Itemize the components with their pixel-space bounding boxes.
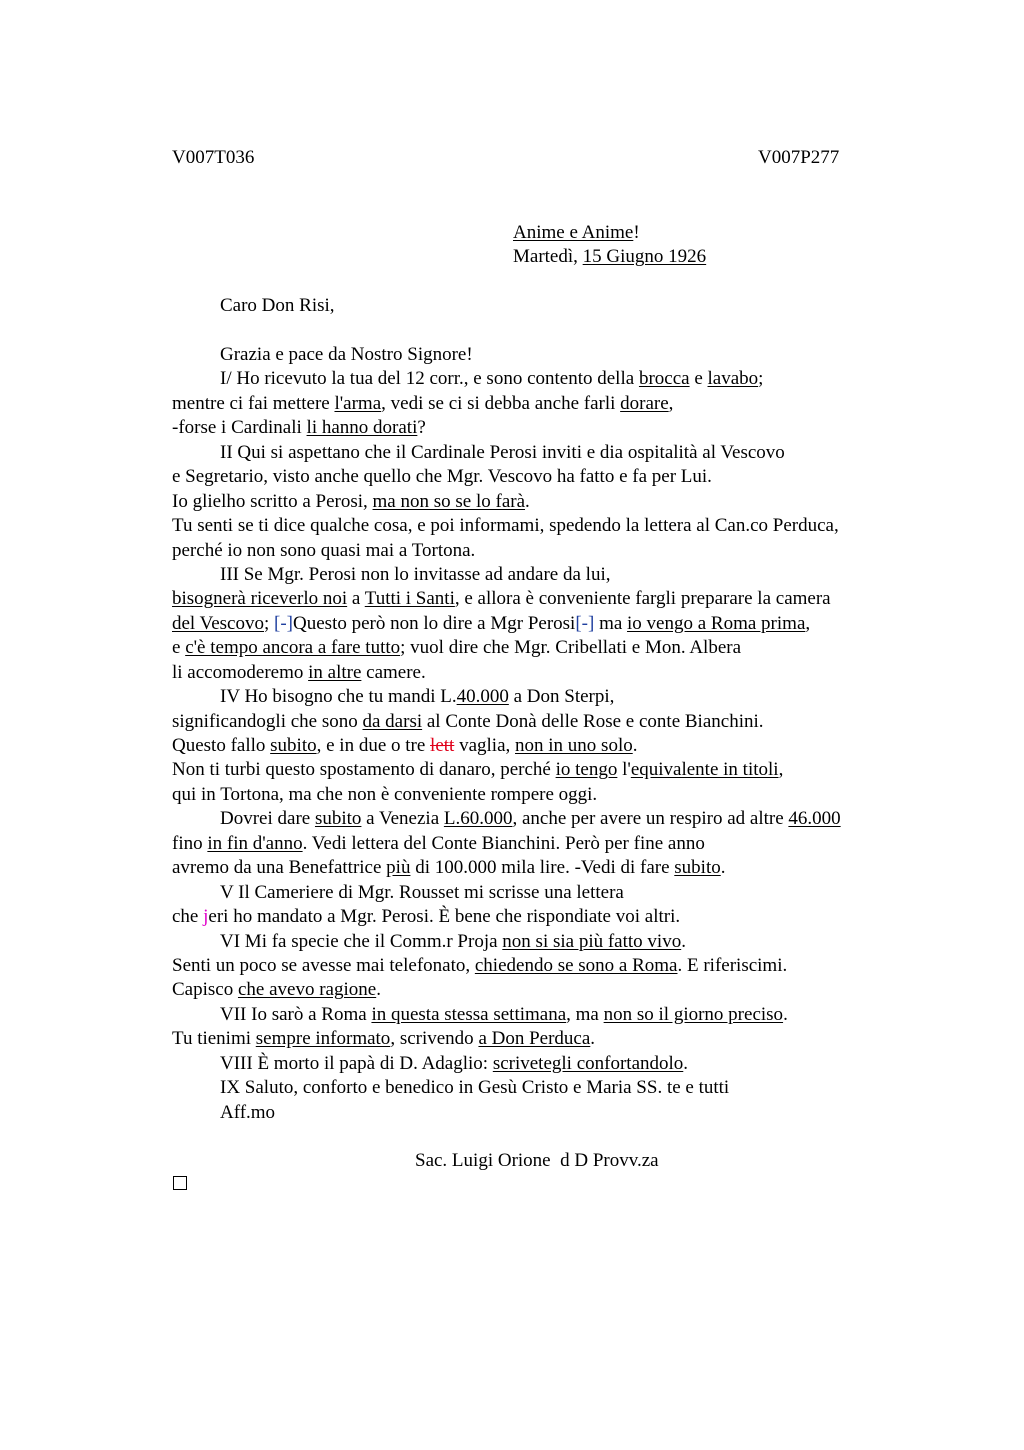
- highlighted-letter: j: [203, 906, 209, 928]
- body-line: Senti un poco se avesse mai telefonato, chiedendo se sono a Roma. E riferiscimi.: [172, 954, 788, 976]
- body-line: Questo fallo subito, e in due o tre lett vaglia, non in uno solo.: [172, 735, 638, 756]
- body-line: Grazia e pace da Nostro Signore!: [220, 344, 473, 365]
- body-line: Io glielho scritto a Perosi, ma non so se lo farà.: [172, 490, 530, 512]
- body-line: VIII È morto il papà di D. Adaglio: scrivetegli confortandolo.: [220, 1052, 689, 1074]
- heading-title-end: !: [633, 222, 640, 243]
- body-line: VI Mi fa specie che il Comm.r Proja non si sia più fatto vivo.: [220, 930, 686, 952]
- document-id-left: V007T036: [172, 147, 255, 168]
- body-line: V Il Cameriere di Mgr. Rousset mi scrisse una lettera: [220, 881, 624, 903]
- body-line: che jeri ho mandato a Mgr. Perosi. È bene che rispondiate voi altri.: [172, 906, 681, 928]
- body-line: VII Io sarò a Roma in questa stessa settimana, ma non so il giorno preciso.: [220, 1003, 788, 1025]
- body-line: III Se Mgr. Perosi non lo invitasse ad andare da lui,: [220, 563, 611, 585]
- letter-heading: [513, 221, 706, 270]
- body-line: -forse i Cardinali li hanno dorati?: [172, 417, 426, 439]
- body-line: significandogli che sono da darsi al Conte Donà delle Rose e conte Bianchini.: [172, 710, 764, 732]
- body-line: Capisco che avevo ragione.: [172, 979, 381, 1001]
- body-line: Dovrei dare subito a Venezia L.60.000, anche per avere un respiro ad altre 46.000: [220, 808, 841, 830]
- body-line: IV Ho bisogno che tu mandi L.40.000 a Don Sterpi,: [220, 686, 615, 708]
- body-line: II Qui si aspettano che il Cardinale Perosi inviti e dia ospitalità al Vescovo: [220, 441, 785, 463]
- heading-title: Anime e Anime: [513, 222, 634, 243]
- salutation: Caro Don Risi,: [220, 295, 335, 316]
- signature: Sac. Luigi Orione d D Provv.za: [415, 1150, 659, 1171]
- body-line: IX Saluto, conforto e benedico in Gesù Cristo e Maria SS. te e tutti: [220, 1077, 730, 1099]
- heading-date-line: [513, 245, 706, 269]
- struck-text: lett: [430, 735, 455, 756]
- body-line: fino in fin d'anno. Vedi lettera del Conte Bianchini. Però per fine anno: [172, 832, 705, 854]
- editorial-mark: [-]: [274, 612, 294, 634]
- document-id-right: V007P277: [758, 147, 840, 168]
- date-prefix: Martedì,: [513, 246, 583, 268]
- body-line: qui in Tortona, ma che non è conveniente rompere oggi.: [172, 783, 598, 805]
- letter-body: [172, 343, 932, 1125]
- editorial-mark: [-]: [575, 612, 595, 634]
- letter-date: 15 Giugno 1926: [582, 246, 707, 268]
- body-line: e c'è tempo ancora a fare tutto; vuol dire che Mgr. Cribellati e Mon. Albera: [172, 637, 742, 659]
- body-line: I/ Ho ricevuto la tua del 12 corr., e sono contento della brocca e lavabo;: [220, 368, 764, 390]
- body-line: avremo da una Benefattrice più di 100.000 mila lire. -Vedi di fare subito.: [172, 857, 726, 879]
- body-line: e Segretario, visto anche quello che Mgr. Vescovo ha fatto e fa per Lui.: [172, 466, 712, 488]
- body-line: Tu tienimi sempre informato, scrivendo a Don Perduca.: [172, 1028, 596, 1050]
- body-line: perché io non sono quasi mai a Tortona.: [172, 539, 476, 561]
- checkbox-square-icon: [173, 1176, 187, 1190]
- body-line: mentre ci fai mettere l'arma, vedi se ci si debba anche farli dorare,: [172, 392, 674, 414]
- body-line: del Vescovo; [-]Questo però non lo dire a Mgr Perosi[-] ma io vengo a Roma prima,: [172, 612, 811, 634]
- closing: Aff.mo: [220, 1101, 276, 1123]
- body-line: Tu senti se ti dice qualche cosa, e poi informami, spedendo la lettera al Can.co Perduca,: [172, 515, 839, 537]
- heading-title-line: [513, 221, 706, 245]
- body-line: Non ti turbi questo spostamento di danaro, perché io tengo l'equivalente in titoli,: [172, 759, 784, 781]
- body-line: bisognerà riceverlo noi a Tutti i Santi, e allora è conveniente fargli preparare la camera: [172, 588, 831, 610]
- body-line: li accomoderemo in altre camere.: [172, 661, 426, 683]
